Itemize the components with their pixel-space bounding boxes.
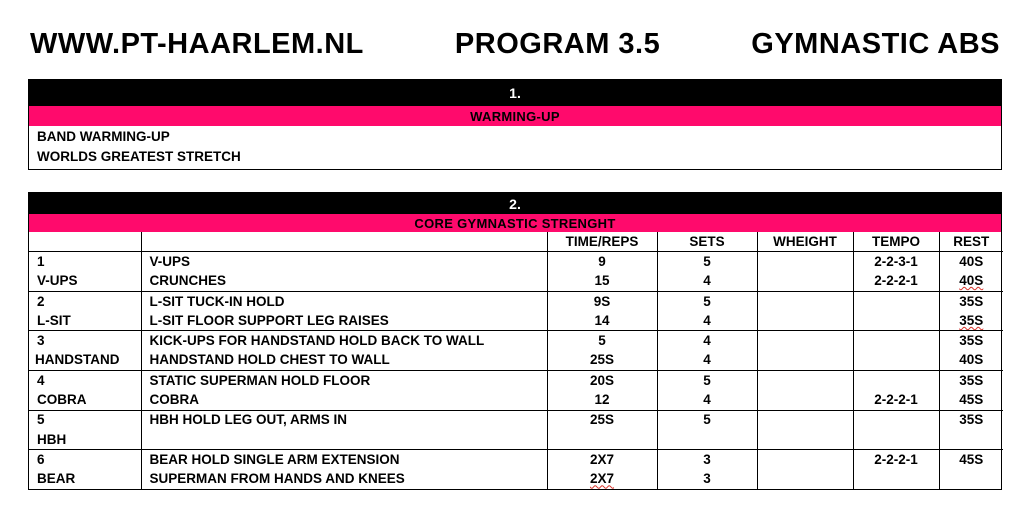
weight-cell <box>757 470 853 490</box>
rest-cell: 35S <box>939 331 1003 351</box>
warmup-item: WORLDS GREATEST STRETCH <box>37 149 241 164</box>
time-reps-cell: 15 <box>547 272 657 292</box>
time-reps-cell: 2X7 <box>589 471 615 487</box>
tempo-cell <box>853 311 939 331</box>
rest-cell: 45S <box>939 390 1003 410</box>
exercise-name: V-UPS <box>141 252 547 272</box>
section-number: 1. <box>29 80 1001 106</box>
table-row <box>29 450 1003 470</box>
table-row <box>29 371 1003 391</box>
sets-cell: 4 <box>657 351 757 371</box>
tempo-cell: 2-2-2-1 <box>853 450 939 470</box>
sets-cell <box>657 430 757 450</box>
exercise-name: L-SIT FLOOR SUPPORT LEG RAISES <box>141 311 547 331</box>
table-row <box>29 311 1003 331</box>
rest-cell: 35S <box>939 291 1003 311</box>
exercise-name: CRUNCHES <box>141 272 547 292</box>
exercise-name: BEAR HOLD SINGLE ARM EXTENSION <box>141 450 547 470</box>
exercise-name: HBH HOLD LEG OUT, ARMS IN <box>141 410 547 430</box>
table-row <box>29 291 1003 311</box>
tempo-cell <box>853 291 939 311</box>
exercise-name <box>141 430 547 450</box>
table-row <box>29 272 1003 292</box>
time-reps-cell <box>547 430 657 450</box>
time-reps-cell: 2X7 <box>547 450 657 470</box>
table-row <box>29 470 1003 490</box>
exercise-label: HBH <box>29 430 141 450</box>
time-reps-cell: 20S <box>547 371 657 391</box>
column-header-rest: REST <box>939 232 1003 252</box>
column-header <box>141 232 547 252</box>
exercise-label: 3 <box>37 333 45 349</box>
weight-cell <box>757 311 853 331</box>
rest-cell: 35S <box>939 371 1003 391</box>
time-reps-cell: 9S <box>547 291 657 311</box>
sets-cell: 5 <box>657 410 757 430</box>
column-header <box>29 232 141 252</box>
exercise-label: L-SIT <box>29 311 141 331</box>
exercise-name: KICK-UPS FOR HANDSTAND HOLD BACK TO WALL <box>141 331 547 351</box>
weight-cell <box>757 272 853 292</box>
table-row <box>29 252 1003 272</box>
site-url: WWW.PT-HAARLEM.NL <box>30 27 364 60</box>
rest-cell <box>939 430 1003 450</box>
table-row <box>29 390 1003 410</box>
warmup-section <box>28 79 1002 170</box>
column-header-time-reps: TIME/REPS <box>547 232 657 252</box>
column-header-sets: SETS <box>657 232 757 252</box>
warmup-item: BAND WARMING-UP <box>37 129 170 144</box>
table-row <box>29 331 1003 351</box>
exercise-name: HANDSTAND HOLD CHEST TO WALL <box>141 351 547 371</box>
weight-cell <box>757 351 853 371</box>
warmup-list <box>29 126 1001 169</box>
table-row <box>29 430 1003 450</box>
time-reps-cell: 25S <box>547 410 657 430</box>
table-row <box>29 351 1003 371</box>
sets-cell: 5 <box>657 371 757 391</box>
time-reps-cell: 9 <box>547 252 657 272</box>
sets-cell: 5 <box>657 291 757 311</box>
tempo-cell: 2-2-2-1 <box>853 390 939 410</box>
program-name: GYMNASTIC ABS <box>751 27 1000 60</box>
tempo-cell <box>853 430 939 450</box>
tempo-cell: 2-2-3-1 <box>853 252 939 272</box>
time-reps-cell: 25S <box>547 351 657 371</box>
exercise-label: HANDSTAND <box>29 351 141 371</box>
table-row <box>29 410 1003 430</box>
exercise-label: 5 <box>37 412 45 428</box>
sets-cell: 4 <box>657 390 757 410</box>
core-section <box>28 192 1002 490</box>
exercise-label: BEAR <box>37 471 76 487</box>
section-title: WARMING-UP <box>29 106 1001 126</box>
weight-cell <box>757 331 853 351</box>
exercise-label: 1 <box>37 253 45 269</box>
sets-cell: 3 <box>657 470 757 490</box>
weight-cell <box>757 430 853 450</box>
exercise-label: 2 <box>37 293 45 309</box>
weight-cell <box>757 450 853 470</box>
tempo-cell <box>853 331 939 351</box>
page-title <box>30 26 1000 62</box>
rest-cell: 45S <box>939 450 1003 470</box>
sets-cell: 5 <box>657 252 757 272</box>
program-number: PROGRAM 3.5 <box>454 27 661 60</box>
sets-cell: 4 <box>657 331 757 351</box>
sets-cell: 3 <box>657 450 757 470</box>
tempo-cell <box>853 470 939 490</box>
exercise-name: L-SIT TUCK-IN HOLD <box>141 291 547 311</box>
rest-cell: 40S <box>959 273 984 289</box>
rest-cell <box>939 470 1003 490</box>
tempo-cell <box>853 351 939 371</box>
exercise-label: 4 <box>37 372 45 388</box>
weight-cell <box>757 371 853 391</box>
exercise-name: COBRA <box>141 390 547 410</box>
exercise-name: SUPERMAN FROM HANDS AND KNEES <box>141 470 547 490</box>
weight-cell <box>757 410 853 430</box>
exercise-label: COBRA <box>29 390 141 410</box>
tempo-cell <box>853 410 939 430</box>
rest-cell: 40S <box>939 252 1003 272</box>
exercise-label: V-UPS <box>29 272 141 292</box>
sets-cell: 4 <box>657 272 757 292</box>
exercise-table <box>29 232 1003 489</box>
weight-cell <box>757 291 853 311</box>
rest-cell: 35S <box>959 312 984 328</box>
column-header-weight: WHEIGHT <box>757 232 853 252</box>
weight-cell <box>757 252 853 272</box>
time-reps-cell: 12 <box>547 390 657 410</box>
time-reps-cell: 5 <box>547 331 657 351</box>
section-title: CORE GYMNASTIC STRENGHT <box>29 214 1001 232</box>
table-header-row <box>29 232 1003 252</box>
tempo-cell <box>853 371 939 391</box>
tempo-cell: 2-2-2-1 <box>853 272 939 292</box>
rest-cell: 35S <box>939 410 1003 430</box>
weight-cell <box>757 390 853 410</box>
exercise-label: 6 <box>37 451 45 467</box>
sets-cell: 4 <box>657 311 757 331</box>
section-number: 2. <box>29 193 1001 214</box>
rest-cell: 40S <box>939 351 1003 371</box>
column-header-tempo: TEMPO <box>853 232 939 252</box>
exercise-name: STATIC SUPERMAN HOLD FLOOR <box>141 371 547 391</box>
time-reps-cell: 14 <box>547 311 657 331</box>
